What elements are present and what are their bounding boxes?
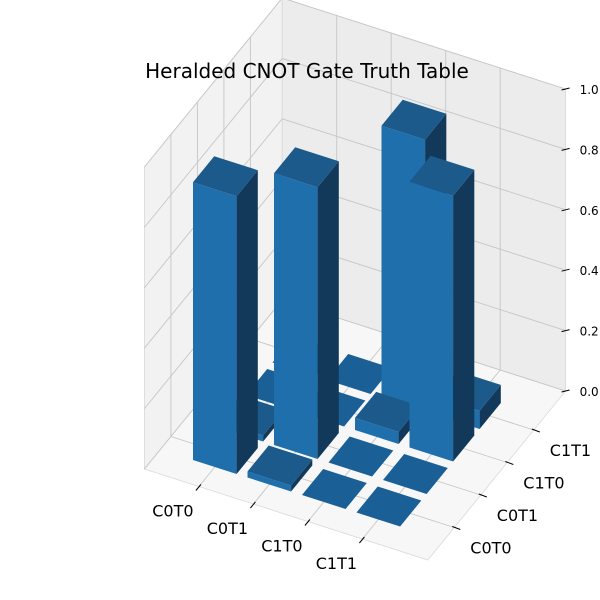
x-tick-label: C0T1: [206, 519, 249, 538]
bar-front: [410, 182, 454, 462]
y-tick-label: C1T1: [549, 441, 592, 460]
y-tick-label: C0T1: [496, 506, 539, 525]
x-tick-label: C1T1: [315, 554, 358, 573]
z-tick-label: 0.8: [579, 143, 599, 158]
z-tick-label: 1.0: [579, 83, 599, 97]
z-tick-label: 0.4: [579, 264, 599, 279]
y-tick-label: C1T0: [523, 473, 565, 493]
chart-title: Heralded CNOT Gate Truth Table: [145, 59, 469, 83]
y-tick-label: C0T0: [470, 538, 512, 558]
z-tick-label: 0.2: [579, 324, 599, 339]
bar-C0T0-C0T0: [193, 156, 258, 474]
z-tick-label: 0.0: [579, 385, 599, 399]
x-tick-label: C1T0: [261, 536, 303, 556]
x-tick-label: C0T0: [152, 501, 194, 521]
bar-front: [274, 173, 318, 459]
bar-C0T1-C0T1: [274, 147, 339, 459]
bar-side: [237, 170, 258, 474]
bar-front: [193, 182, 237, 474]
bar-C1T1-C1T0: [410, 156, 475, 462]
bar-side: [453, 170, 474, 462]
bar-side: [318, 161, 339, 459]
z-tick-label: 0.6: [579, 203, 599, 218]
